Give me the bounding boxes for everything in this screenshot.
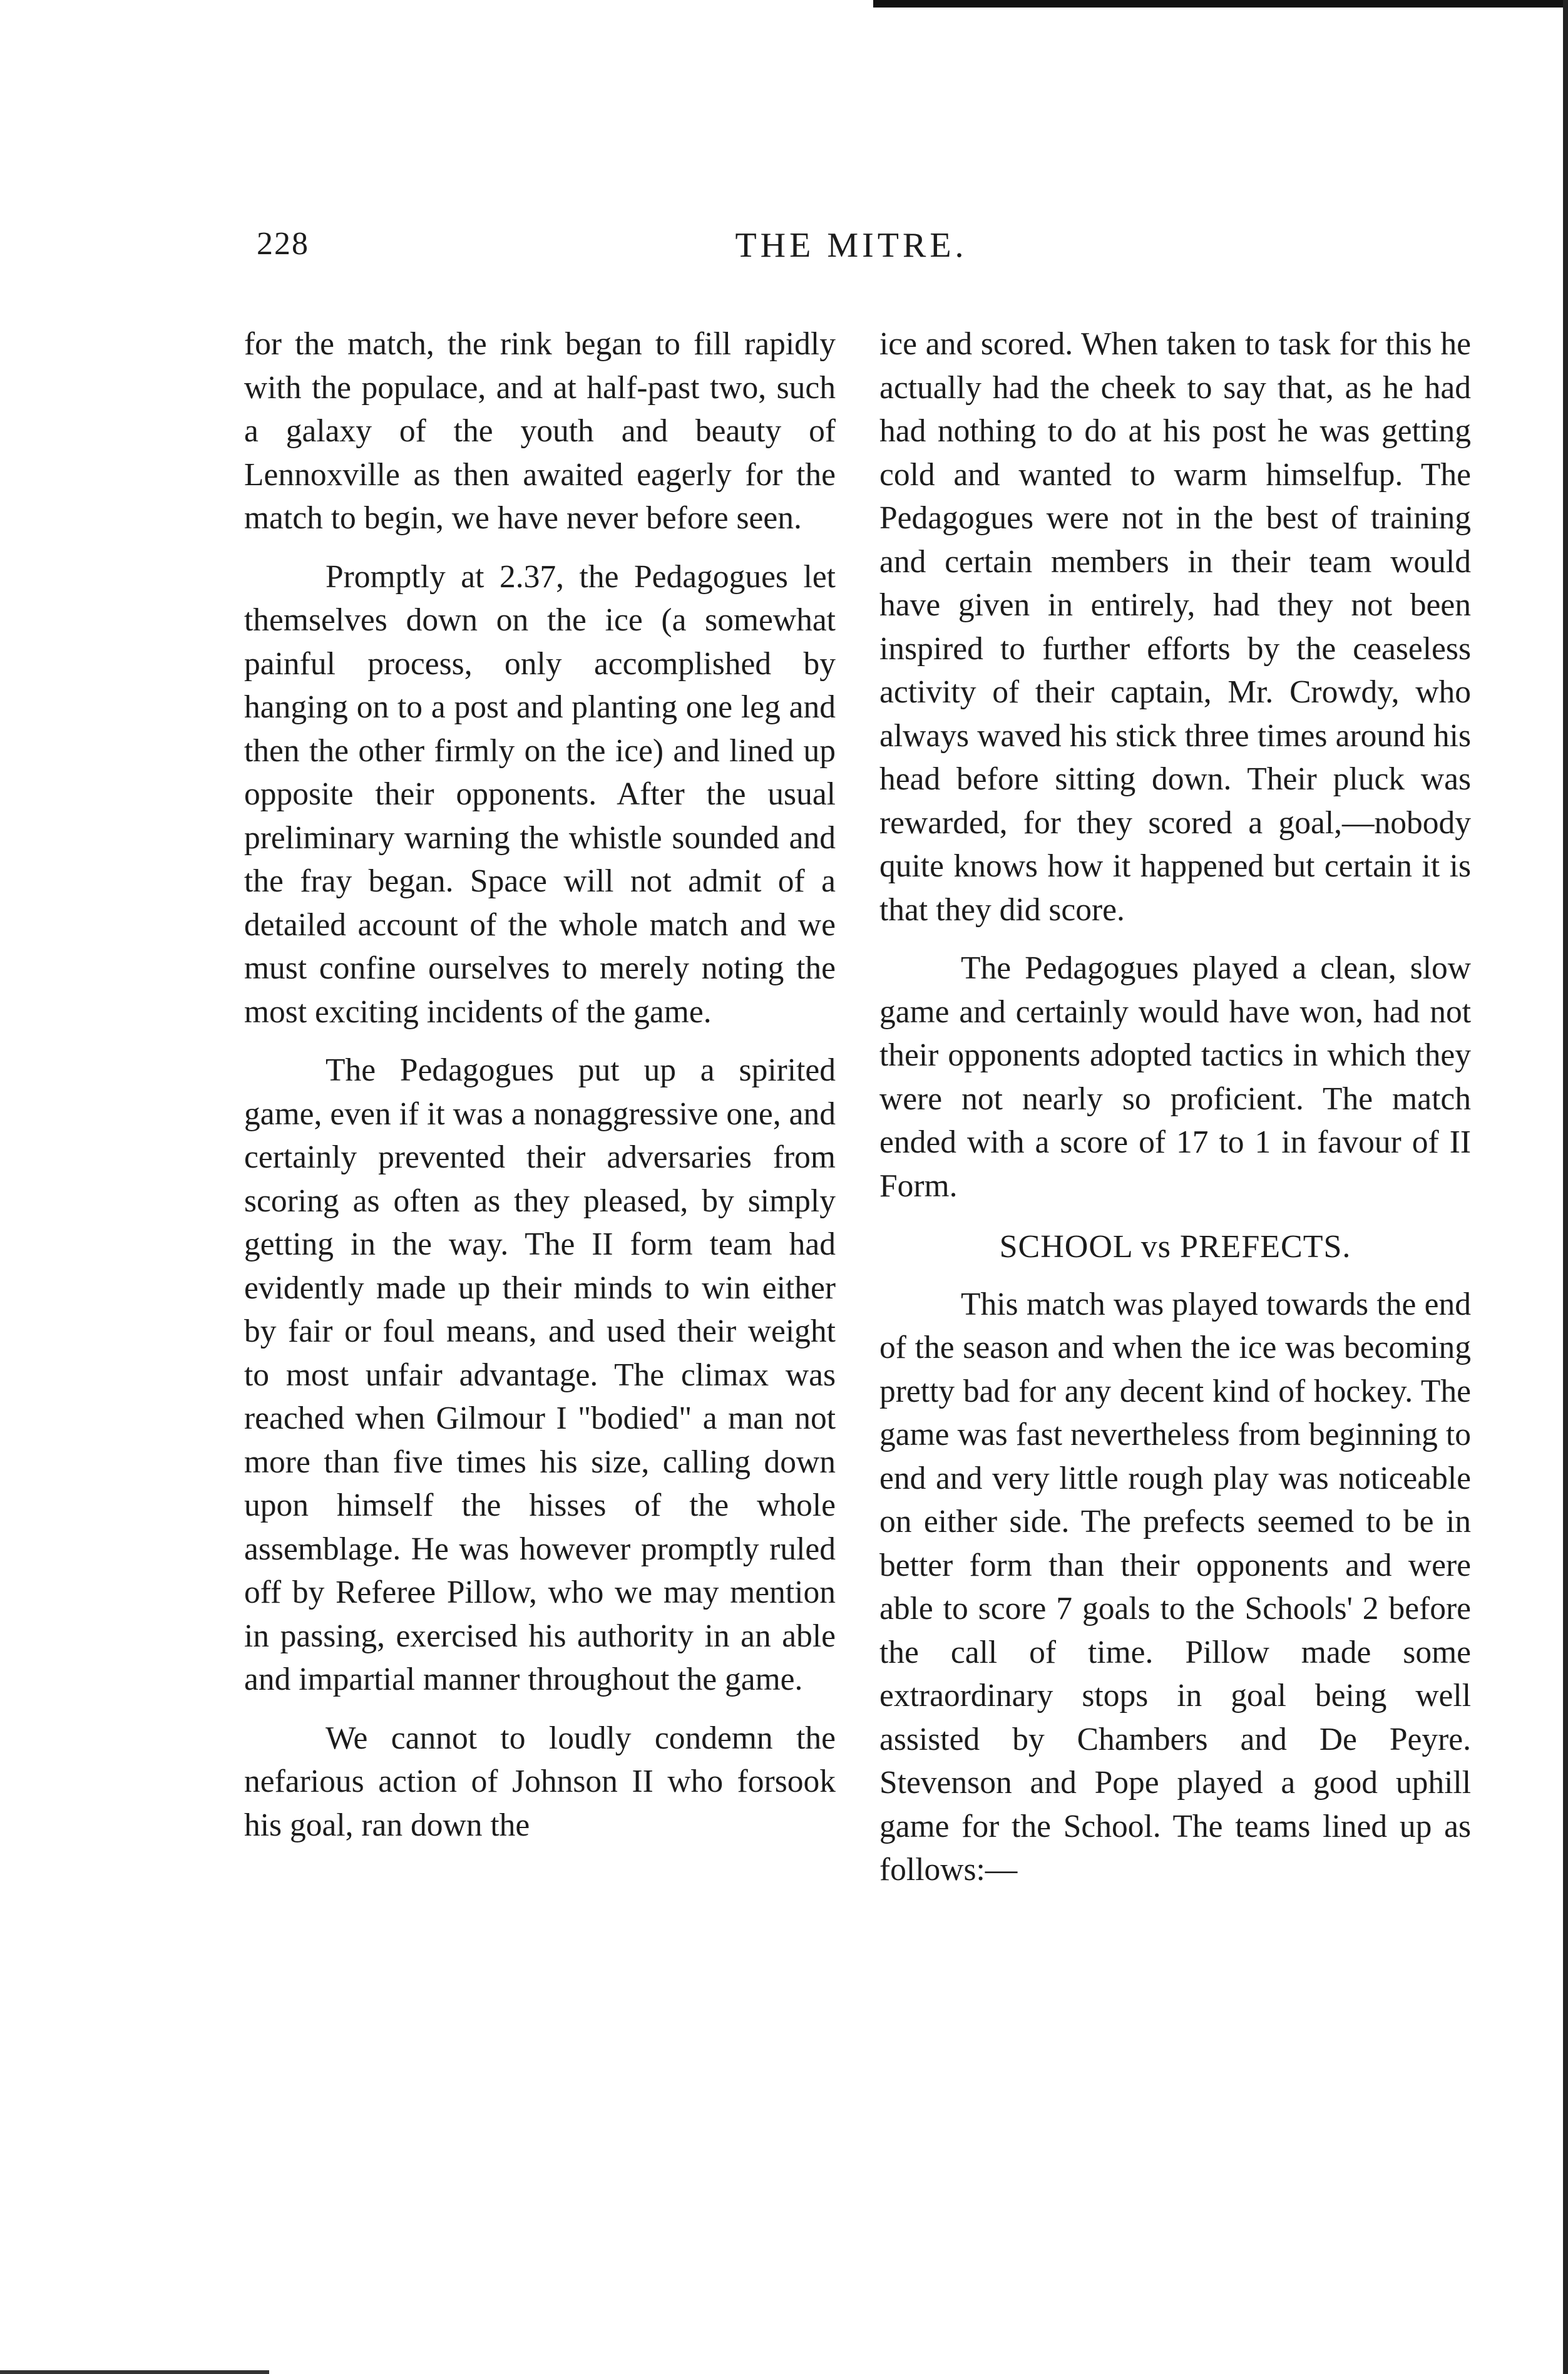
paragraph: for the match, the rink began to fill rapidly with the populace, and at half-past two, such a galaxy of the youth and beauty of Lennoxville as then awaited eagerly for the match to begin, we have never before seen. (244, 326, 836, 536)
page-number: 228 (257, 226, 309, 262)
paragraph: The Pedagogues played a clean, slow game and certainly would have won, had not their opponents adopted tactics in which they were not nearly so proficient. The match ended with a score of 17 to 1 in favour of II Form. (879, 950, 1471, 1204)
paragraph: ice and scored. When taken to task for this he actually had the cheek to say that, as he had had nothing to do at his post he was getting cold and wanted to warm himselfup. The Pedagogues were not in the best of training and certain members in their team would have given in entirely, had they not been inspired to further efforts by the ceaseless activity of their captain, Mr. Crowdy, who always waved his stick three times around his head before sitting down. Their pluck was rewarded, for they scored a goal,—nobody quite knows how it happened but certain it is that they did score. (879, 326, 1471, 928)
left-column (244, 322, 836, 1862)
paragraph: Promptly at 2.37, the Pedagogues let themselves down on the ice (a somewhat painful process, only accomplished by hanging on to a post and planting one leg and then the other firmly on the ice) and lined up opposite their opponents. After the usual preliminary warning the whistle sounded and the fray began. Space will not admit of a detailed account of the whole match and we must confine ourselves to merely noting the most exciting incidents of the game. (244, 558, 836, 1030)
right-page-edge (1563, 0, 1568, 2374)
bottom-page-edge (0, 2370, 269, 2374)
paragraph: The Pedagogues put up a spirited game, even if it was a nonaggressive one, and certainly prevented their adversaries from scoring as often as they pleased, by simply getting in the way. The II form team had evidently made up their minds to win either by fair or foul means, and used their weight to most unfair advantage. The climax was reached when Gilmour I "bodied" a man not more than five times his size, calling down upon himself the hisses of the whole assemblage. He was however promptly ruled off by Referee Pillow, who we may mention in passing, exercised his authority in an able and impartial manner throughout the game. (244, 1052, 836, 1697)
page-header (238, 225, 1465, 282)
top-border-rule (873, 0, 1568, 8)
paragraph: This match was played towards the end of the season and when the ice was becoming pretty bad for any decent kind of hockey. The game was fast nevertheless from beginning to end and very little rough play was noticeable on either side. The prefects seemed to be in better form than their opponents and were able to score 7 goals to the Schools' 2 before the call of time. Pillow made some extraordinary stops in goal being well assisted by Chambers and De Peyre. Stevenson and Pope played a good uphill game for the School. The teams lined up as follows:— (879, 1286, 1471, 1888)
section-heading: SCHOOL vs PREFECTS. (999, 1229, 1351, 1265)
right-column (879, 322, 1471, 1907)
running-head-title: THE MITRE. (735, 226, 968, 265)
paragraph: We cannot to loudly condemn the nefarious action of Johnson II who forsook his goal, ran down the (244, 1720, 836, 1843)
